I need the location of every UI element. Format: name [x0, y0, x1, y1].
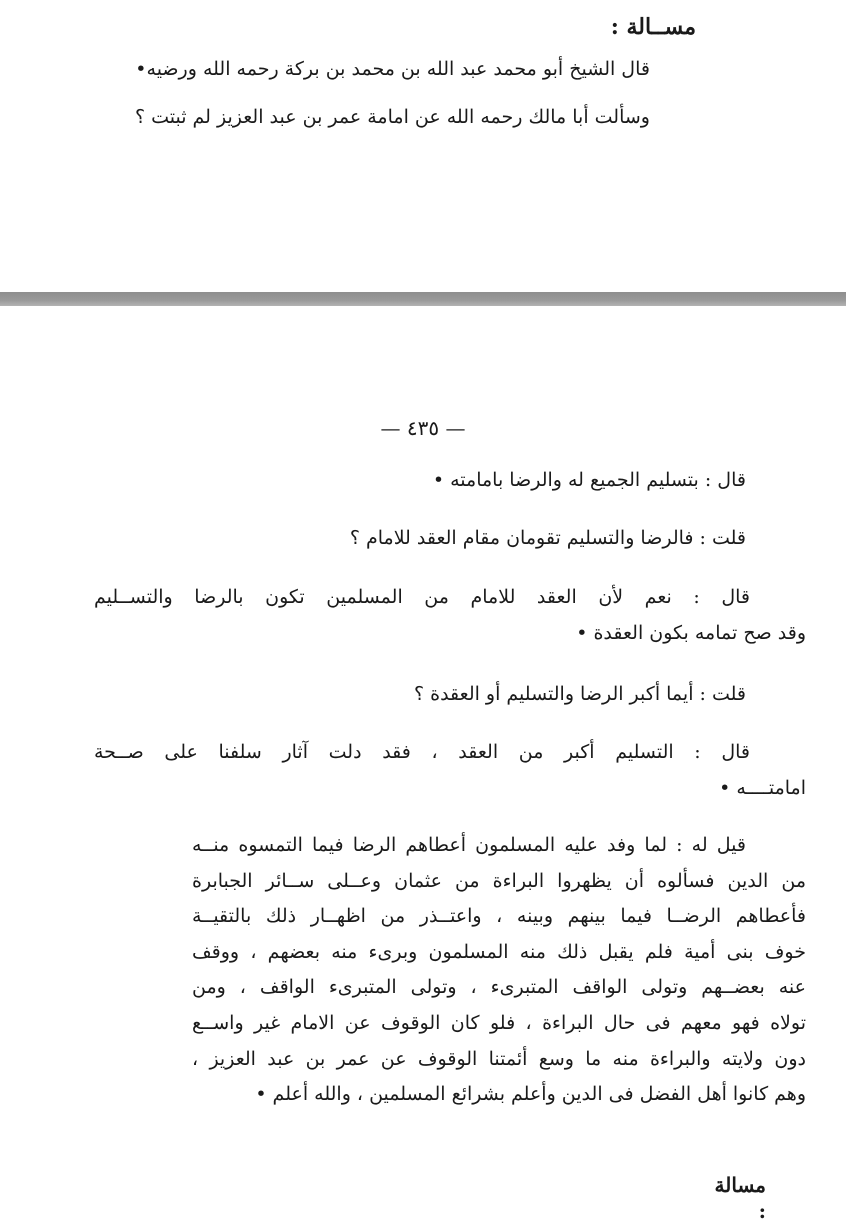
paragraph-line: من الدين فسألوه أن يظهروا البراءة من عثمان وعــلى ســائر الجبابرة [192, 869, 806, 892]
paragraph-line: عنه بعضــهم وتولى الواقف المتبرىء ، وتولى المتبرىء الواقف ، ومن [192, 976, 806, 999]
paragraph-line: فأعطاهم الرضــا فيما بينهم وبينه ، واعتــذر من اظهــار ذلك بالتقيــة [192, 905, 806, 928]
question-line: قلت : أيما أكبر الرضا والتسليم أو العقدة ؟ [413, 683, 746, 705]
cut-off-heading: مسالة : [714, 1173, 766, 1223]
answer-line: قال : التسليم أكبر من العقد ، فقد دلت آثار سلفنا على صــحة [94, 741, 750, 763]
paragraph-line: دون ولايته والبراءة منه ما وسع أئمتنا الوقوف عن عمر بن عبد العزيز ، [192, 1047, 806, 1070]
question-line: قلت : فالرضا والتسليم تقومان مقام العقد للامام ؟ [349, 527, 746, 549]
answer-line: قال : بتسليم الجميع له والرضا بامامته • [432, 469, 746, 491]
bottom-page [0, 306, 846, 1223]
answer-continuation: وقد صح تمامه بكون العقدة • [576, 622, 806, 644]
paragraph-line: تولاه فهو معهم فى حال البراءة ، فلو كان الوقوف عن الامام غير واســع [192, 1011, 806, 1034]
paragraph-line: وهم كانوا أهل الفضل فى الدين وأعلم بشرائع المسلمين ، والله أعلم • [255, 1083, 806, 1106]
answer-continuation: امامتــــه • [719, 777, 806, 799]
page-divider [0, 292, 846, 306]
text-line: قال الشيخ أبو محمد عبد الله بن محمد بن بركة رحمه الله ورضيه• [135, 58, 650, 80]
section-heading: مســالة : [610, 14, 696, 40]
paragraph [192, 828, 806, 1113]
text-line: وسألت أبا مالك رحمه الله عن امامة عمر بن عبد العزيز لم ثبتت ؟ [134, 106, 650, 128]
page-number: — ٤٣٥ — [380, 416, 466, 440]
answer-line: قال : نعم لأن العقد للامام من المسلمين تكون بالرضا والتســليم [94, 586, 750, 608]
paragraph-line: قيل له : لما وفد عليه المسلمون أعطاهم الرضا فيما التمسوه منــه [192, 834, 746, 856]
paragraph-line: خوف بنى أمية فلم يقبل ذلك منه المسلمون وبرىء منه بعضهم ، ووقف [192, 940, 806, 963]
top-page-fragment [0, 0, 846, 292]
